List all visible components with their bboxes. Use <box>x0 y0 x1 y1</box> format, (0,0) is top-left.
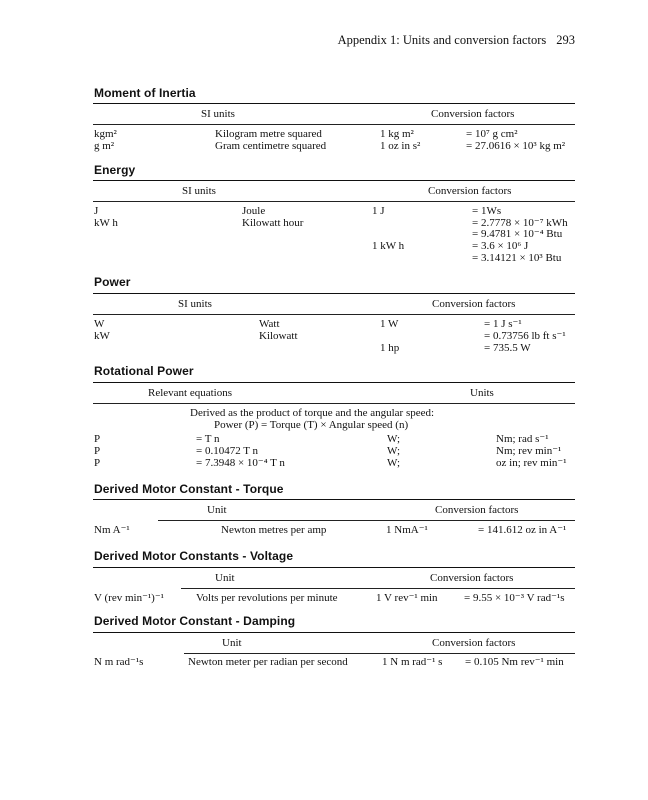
unit-name: Newton meter per radian per second <box>188 656 348 668</box>
header-rule <box>93 124 575 125</box>
column-header-conversion: Conversion factors <box>435 504 519 516</box>
conversion-to: = 0.105 Nm rev⁻¹ min <box>465 656 564 668</box>
conversion-to: = 3.14121 × 10³ Btu <box>472 252 562 264</box>
unit-symbol: Nm A⁻¹ <box>94 524 130 536</box>
conversion-to: = 10⁷ g cm² <box>466 128 518 140</box>
conversion-from: 1 J <box>372 205 385 217</box>
section-heading-energy: Energy <box>94 163 136 177</box>
header-rule <box>158 520 575 521</box>
column-header-unit: Unit <box>207 504 227 516</box>
power-unit: W; <box>387 457 401 469</box>
conversion-to: = 3.6 × 10⁶ J <box>472 240 529 252</box>
input-units: Nm; rad s⁻¹ <box>496 433 549 445</box>
section-heading-torque: Derived Motor Constant - Torque <box>94 482 284 496</box>
column-header-conversion: Conversion factors <box>428 185 512 197</box>
column-header-conversion: Conversion factors <box>431 108 515 120</box>
section-heading-damping: Derived Motor Constant - Damping <box>94 614 296 628</box>
power-equation: = T n <box>196 433 220 445</box>
conversion-from: 1 kg m² <box>380 128 414 140</box>
table-top-rule <box>93 103 575 104</box>
column-header-equations: Relevant equations <box>148 387 233 399</box>
unit-name: Kilowatt <box>259 330 298 342</box>
header-rule <box>93 314 575 315</box>
column-header-unit: Unit <box>222 637 242 649</box>
unit-name: Joule <box>242 205 266 217</box>
conversion-from: 1 W <box>380 318 399 330</box>
unit-symbol: V (rev min⁻¹)⁻¹ <box>94 592 164 604</box>
section-heading-power: Power <box>94 275 131 289</box>
conversion-to: = 27.0616 × 10³ kg m² <box>466 140 566 152</box>
section-heading-rotational-power: Rotational Power <box>94 364 194 378</box>
power-symbol: P <box>94 457 101 469</box>
input-units: Nm; rev min⁻¹ <box>496 445 562 457</box>
unit-name: Kilowatt hour <box>242 217 304 229</box>
conversion-from: 1 hp <box>380 342 400 354</box>
unit-name: Volts per revolutions per minute <box>196 592 338 604</box>
unit-name: Watt <box>259 318 280 330</box>
conversion-to: = 1Ws <box>472 205 502 217</box>
power-symbol: P <box>94 445 101 457</box>
conversion-to: = 0.73756 lb ft s⁻¹ <box>484 330 566 342</box>
running-title: Appendix 1: Units and conversion factors <box>337 33 547 47</box>
table-top-rule <box>93 632 575 633</box>
column-header-si-units: SI units <box>178 298 212 310</box>
table-top-rule <box>93 567 575 568</box>
header-rule <box>181 588 575 589</box>
running-header <box>338 33 575 48</box>
unit-symbol: kW h <box>94 217 118 229</box>
column-header-conversion: Conversion factors <box>432 298 516 310</box>
conversion-from: 1 N m rad⁻¹ s <box>382 656 443 668</box>
table-top-rule <box>93 382 575 383</box>
power-equation: = 7.3948 × 10⁻⁴ T n <box>196 457 285 469</box>
column-header-unit: Unit <box>215 572 235 584</box>
power-equation: = 0.10472 T n <box>196 445 259 457</box>
unit-symbol: J <box>94 205 99 217</box>
table-top-rule <box>93 499 575 500</box>
header-rule <box>93 403 575 404</box>
conversion-from: 1 kW h <box>372 240 405 252</box>
power-unit: W; <box>387 445 401 457</box>
page-number: 293 <box>556 33 575 47</box>
unit-symbol: N m rad⁻¹s <box>94 656 144 668</box>
conversion-from: 1 NmA⁻¹ <box>386 524 428 536</box>
conversion-to: = 9.55 × 10⁻³ V rad⁻¹s <box>464 592 565 604</box>
conversion-to: = 9.4781 × 10⁻⁴ Btu <box>472 228 563 240</box>
header-rule <box>184 653 575 654</box>
equation-definition: Power (P) = Torque (T) × Angular speed (n) <box>214 419 409 431</box>
column-header-si-units: SI units <box>182 185 216 197</box>
conversion-to: = 141.612 oz in A⁻¹ <box>478 524 567 536</box>
conversion-to: = 1 J s⁻¹ <box>484 318 522 330</box>
section-heading-inertia: Moment of Inertia <box>94 86 196 100</box>
unit-name: Newton metres per amp <box>221 524 327 536</box>
unit-symbol: g m² <box>94 140 115 152</box>
unit-symbol: kW <box>94 330 110 342</box>
table-top-rule <box>93 293 575 294</box>
conversion-to: = 735.5 W <box>484 342 531 354</box>
equation-note: Derived as the product of torque and the angular speed: <box>190 407 435 419</box>
header-rule <box>93 201 575 202</box>
column-header-conversion: Conversion factors <box>430 572 514 584</box>
power-symbol: P <box>94 433 101 445</box>
conversion-from: 1 oz in s² <box>380 140 421 152</box>
power-unit: W; <box>387 433 401 445</box>
input-units: oz in; rev min⁻¹ <box>496 457 567 469</box>
column-header-conversion: Conversion factors <box>432 637 516 649</box>
table-top-rule <box>93 180 575 181</box>
conversion-from: 1 V rev⁻¹ min <box>376 592 438 604</box>
conversion-to: = 2.7778 × 10⁻⁷ kWh <box>472 217 568 229</box>
column-header-units: Units <box>470 387 494 399</box>
unit-name: Gram centimetre squared <box>215 140 327 152</box>
section-heading-voltage: Derived Motor Constants - Voltage <box>94 549 294 563</box>
unit-symbol: W <box>94 318 105 330</box>
column-header-si-units: SI units <box>201 108 235 120</box>
unit-symbol: kgm² <box>94 128 117 140</box>
unit-name: Kilogram metre squared <box>215 128 322 140</box>
